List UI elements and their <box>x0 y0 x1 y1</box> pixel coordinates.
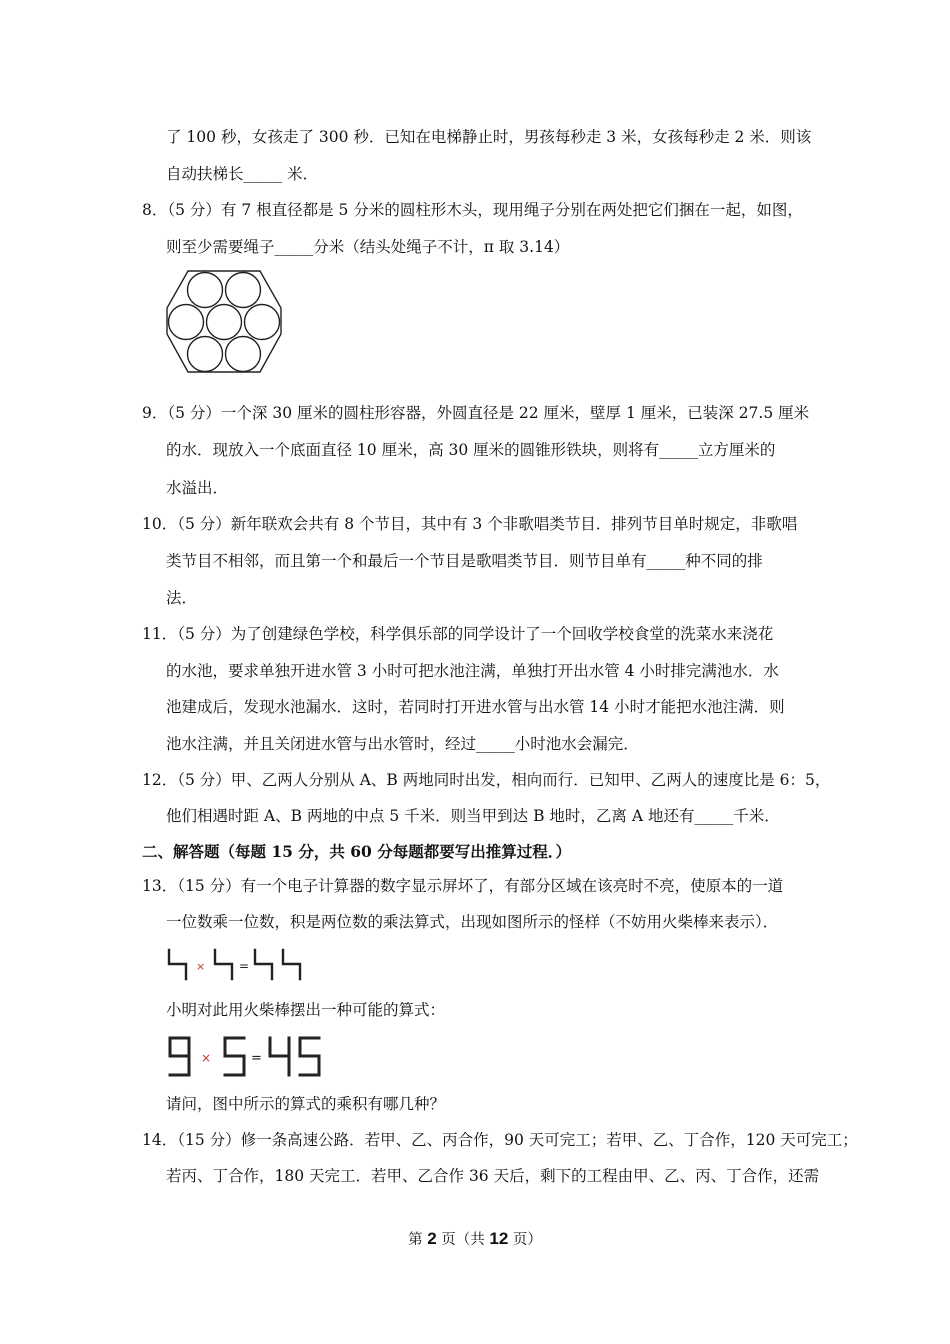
question-12: 12．（5 分）甲、乙两人分别从 A、B 两地同时出发，相向而行．已知甲、乙两人的速度比是 6：5， <box>142 771 831 789</box>
equals-sign: = <box>239 959 250 973</box>
question-11: 11．（5 分）为了创建绿色学校，科学俱乐部的同学设计了一个回收学校食堂的洗菜水来浇花 <box>142 625 774 643</box>
text-line: 若丙、丁合作，180 天完工．若甲、乙合作 36 天后，剩下的工程由甲、乙、丙、丁合作，还需 <box>166 1167 820 1185</box>
footer-text: 页（共 <box>436 1232 490 1248</box>
text-line: 池建成后，发现水池漏水．这时，若同时打开进水管与出水管 14 小时才能把水池注满．则 <box>166 698 785 716</box>
page-number: 2 <box>427 1229 437 1248</box>
matchstick-equation-figure <box>166 1034 326 1080</box>
question-10: 10．（5 分）新年联欢会共有 8 个节目，其中有 3 个非歌唱类节目．排列节目单时规定，非歌唱 <box>142 515 798 533</box>
text-line: 一位数乘一位数，积是两位数的乘法算式，出现如图所示的怪样（不妨用火柴棒来表示）． <box>166 913 779 931</box>
text-line: 法． <box>166 589 198 607</box>
page-total: 12 <box>489 1229 509 1248</box>
text-line: 了 100 秒，女孩走了 300 秒．已知在电梯静止时，男孩每秒走 3 米，女孩每秒走 2 米．则该 <box>166 128 812 146</box>
text-line: 的水．现放入一个底面直径 10 厘米，高 30 厘米的圆锥形铁块，则将有_____立方厘米的 <box>166 441 776 459</box>
text-line: 他们相遇时距 A、B 两地的中点 5 千米．则当甲到达 B 地时，乙离 A 地还有_____千米． <box>166 807 780 825</box>
times-sign: × <box>196 960 206 973</box>
text-line: 小明对此用火柴棒摆出一种可能的算式： <box>166 1001 446 1019</box>
text-line: 则至少需要绳子_____分米（结头处绳子不计，π 取 3.14） <box>166 238 570 256</box>
logs-bundle-figure <box>164 268 284 376</box>
section-heading: 二、解答题（每题 15 分，共 60 分每题都要写出推算过程．） <box>142 842 571 861</box>
times-sign: × <box>201 1051 212 1065</box>
text-line: 水溢出． <box>166 479 229 497</box>
text-line: 池水注满，并且关闭进水管与出水管时，经过_____小时池水会漏完． <box>166 735 639 753</box>
text-line: 自动扶梯长_____ 米． <box>166 165 319 183</box>
text-line: 的水池，要求单独开进水管 3 小时可把水池注满，单独打开出水管 4 小时排完满池水．水 <box>166 662 779 680</box>
question-13: 13．（15 分）有一个电子计算器的数字显示屏坏了，有部分区域在该亮时不亮，使原本的一道 <box>142 877 784 895</box>
question-14: 14．（15 分）修一条高速公路．若甲、乙、丙合作，90 天可完工；若甲、乙、丁合作，120 天可完工； <box>142 1131 858 1149</box>
text-line: 类节目不相邻，而且第一个和最后一个节目是歌唱类节目．则节目单有_____种不同的排 <box>166 552 763 570</box>
question-8: 8．（5 分）有 7 根直径都是 5 分米的圆柱形木头，现用绳子分别在两处把它们捆在一起，如图， <box>142 201 803 219</box>
footer-text: 页） <box>508 1232 542 1248</box>
footer-text: 第 <box>408 1232 428 1248</box>
page-footer <box>0 1229 950 1250</box>
equals-sign: = <box>251 1051 262 1066</box>
broken-display-figure <box>166 946 306 982</box>
question-9: 9．（5 分）一个深 30 厘米的圆柱形容器，外圆直径是 22 厘米，壁厚 1 厘米，已装深 27.5 厘米 <box>142 404 810 422</box>
text-line: 请问，图中所示的算式的乘积有哪几种？ <box>166 1095 446 1113</box>
